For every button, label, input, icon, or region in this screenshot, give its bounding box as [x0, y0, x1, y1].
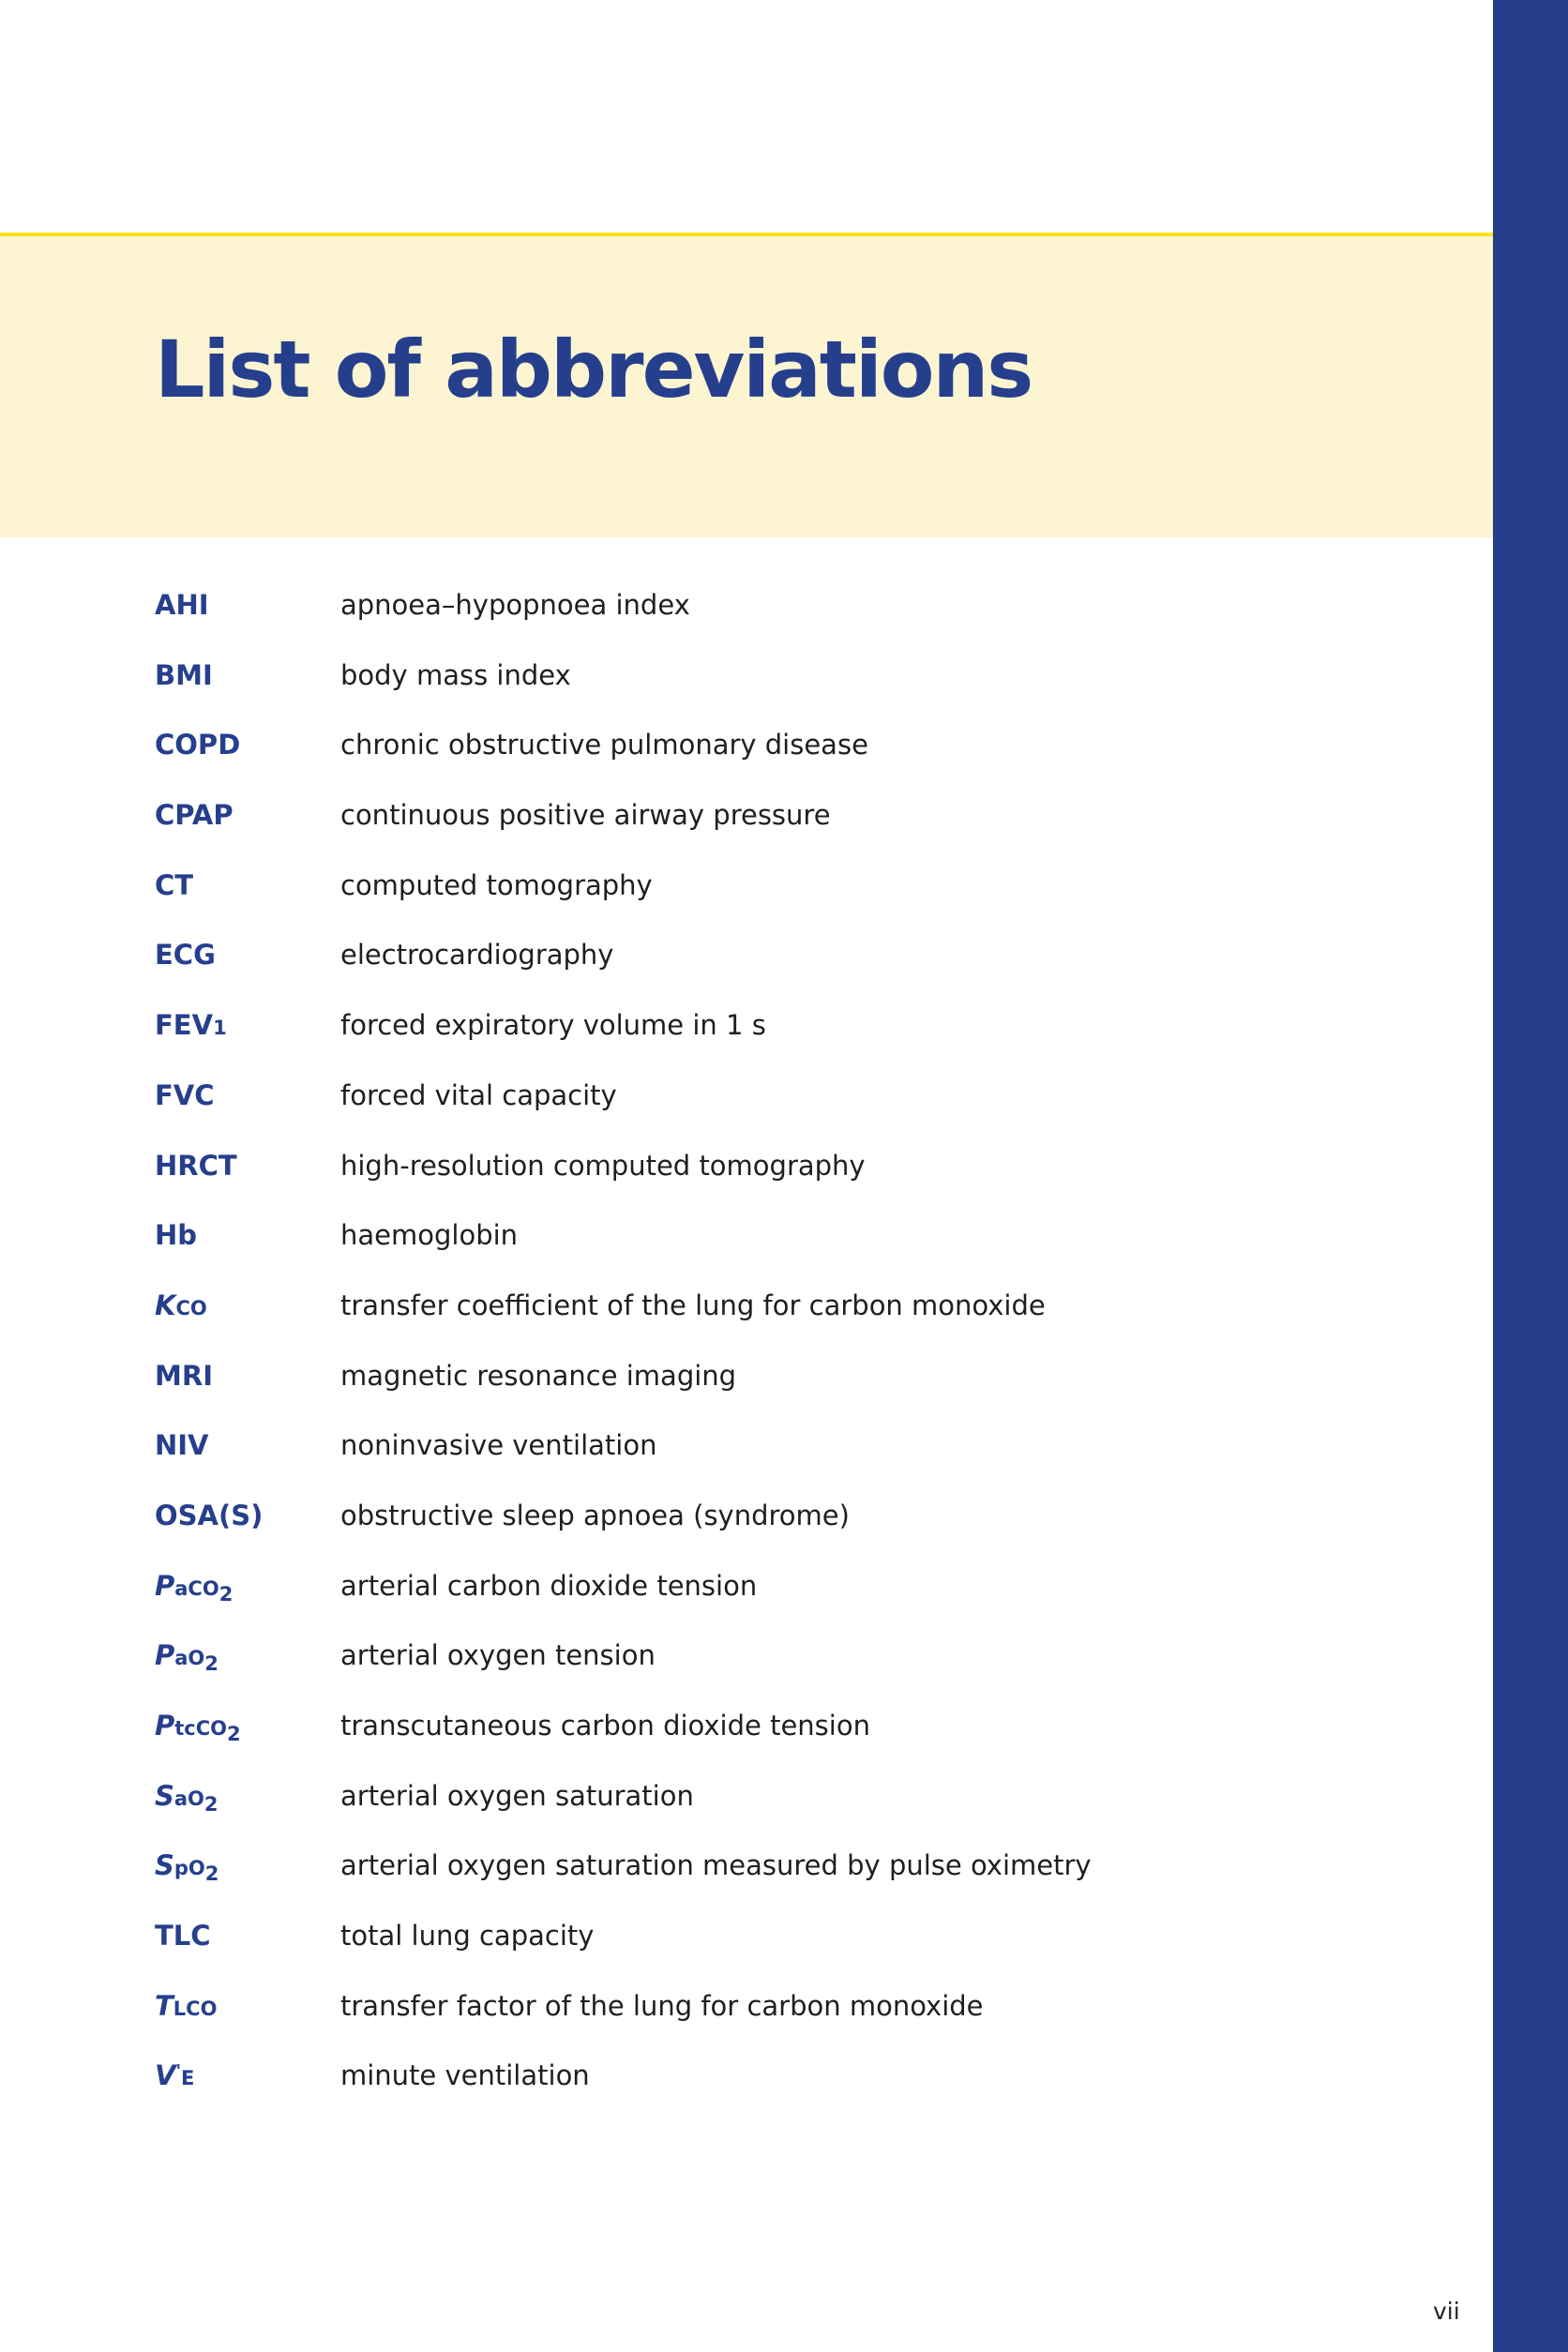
- list-item: [155, 1213, 1449, 1283]
- list-item: [155, 722, 1449, 792]
- abbreviation-definition: apnoea–hypopnoea index: [340, 589, 690, 621]
- list-item: [155, 1283, 1449, 1353]
- abbreviation-definition: chronic obstructive pulmonary disease: [340, 729, 868, 761]
- abbreviation-term: [155, 2053, 194, 2103]
- abbreviation-term: OSA(S): [155, 1499, 264, 1531]
- list-item: [155, 582, 1449, 653]
- abbreviation-term: MRI: [155, 1359, 213, 1392]
- abbreviation-term: [155, 1843, 219, 1891]
- abbreviation-definition: transfer coefficient of the lung for carbon monoxide: [340, 1289, 1046, 1321]
- term-main: P: [155, 1710, 175, 1741]
- term-subscript-number: 2: [227, 1723, 241, 1745]
- abbreviation-term: CPAP: [155, 799, 234, 832]
- abbreviation-term: [155, 1983, 217, 2031]
- term-main: P: [155, 1569, 175, 1602]
- abbreviation-definition: obstructive sleep apnoea (syndrome): [340, 1499, 850, 1531]
- list-item: [155, 932, 1449, 1003]
- abbreviation-term: FVC: [155, 1078, 215, 1111]
- page-number: vii: [1433, 2298, 1460, 2325]
- list-item: [155, 792, 1449, 863]
- list-item: [155, 1003, 1449, 1073]
- abbreviation-term: AHI: [155, 589, 209, 621]
- abbreviation-definition: high-resolution computed tomography: [340, 1149, 866, 1182]
- term-main: FEV: [155, 1009, 214, 1042]
- term-subscript: aO: [174, 1647, 205, 1670]
- term-main: T: [155, 1989, 173, 2022]
- abbreviation-definition: transcutaneous carbon dioxide tension: [340, 1710, 870, 1741]
- page-title: List of abbreviations: [155, 324, 1033, 415]
- abbreviation-definition: forced expiratory volume in 1 s: [340, 1009, 766, 1042]
- term-subscript: aCO: [174, 1576, 219, 1600]
- abbreviation-definition: arterial carbon dioxide tension: [340, 1569, 758, 1602]
- term-dot-mark: ': [175, 2061, 181, 2082]
- abbreviation-term: [155, 1283, 207, 1331]
- term-main: S: [155, 1849, 174, 1882]
- term-subscript: CO: [175, 1296, 207, 1319]
- abbreviation-term: [155, 1633, 219, 1681]
- term-subscript-number: 2: [219, 1582, 234, 1606]
- term-subscript-number: 2: [204, 1792, 219, 1816]
- list-item: [155, 653, 1449, 723]
- abbreviation-definition: arterial oxygen tension: [340, 1639, 656, 1672]
- list-item: [155, 1073, 1449, 1143]
- list-item: [155, 1563, 1449, 1634]
- term-main: P: [155, 1639, 175, 1672]
- term-subscript: tcCO: [174, 1717, 228, 1740]
- term-subscript: E: [180, 2067, 195, 2090]
- abbreviation-definition: forced vital capacity: [340, 1078, 617, 1111]
- abbreviation-definition: magnetic resonance imaging: [340, 1359, 737, 1392]
- list-item: [155, 1913, 1449, 1983]
- abbreviation-term: BMI: [155, 658, 213, 691]
- abbreviation-definition: minute ventilation: [340, 2059, 590, 2092]
- list-item: [155, 1493, 1449, 1563]
- abbreviation-term: COPD: [155, 729, 241, 761]
- abbreviation-term: Hb: [155, 1219, 198, 1252]
- abbreviation-term: ECG: [155, 939, 216, 972]
- abbreviation-definition: total lung capacity: [340, 1920, 595, 1952]
- abbreviation-list: [155, 582, 1449, 2123]
- list-item: [155, 1633, 1449, 1703]
- term-subscript-number: 2: [204, 1652, 219, 1676]
- abbreviation-definition: continuous positive airway pressure: [340, 799, 831, 832]
- side-color-bar: [1493, 0, 1568, 2352]
- abbreviation-definition: electrocardiography: [340, 939, 614, 972]
- abbreviation-definition: arterial oxygen saturation: [340, 1779, 694, 1812]
- abbreviation-term: [155, 1563, 233, 1611]
- list-item: [155, 1773, 1449, 1844]
- abbreviation-term: NIV: [155, 1429, 209, 1462]
- term-subscript: 1: [213, 1017, 227, 1040]
- term-subscript: LCO: [173, 1997, 218, 2020]
- abbreviation-term: [155, 1703, 241, 1751]
- abbreviation-term: [155, 1003, 227, 1050]
- title-band: [0, 233, 1493, 537]
- abbreviation-term: TLC: [155, 1920, 211, 1952]
- list-item: [155, 1703, 1449, 1773]
- list-item: [155, 1423, 1449, 1493]
- term-subscript: aO: [173, 1787, 204, 1810]
- list-item: [155, 1983, 1449, 2054]
- abbreviation-term: HRCT: [155, 1149, 237, 1182]
- list-item: [155, 1353, 1449, 1424]
- list-item: [155, 1843, 1449, 1913]
- abbreviation-term: CT: [155, 868, 194, 901]
- abbreviation-definition: noninvasive ventilation: [340, 1429, 657, 1462]
- abbreviation-definition: haemoglobin: [340, 1219, 519, 1252]
- term-main: K: [155, 1289, 176, 1321]
- term-subscript-number: 2: [204, 1862, 219, 1886]
- abbreviation-definition: computed tomography: [340, 868, 653, 901]
- term-main: S: [155, 1779, 174, 1812]
- list-item: [155, 1143, 1449, 1214]
- abbreviation-term: [155, 1773, 219, 1821]
- abbreviation-definition: arterial oxygen saturation measured by pulse oximetry: [340, 1849, 1092, 1882]
- list-item: [155, 863, 1449, 933]
- abbreviation-definition: body mass index: [340, 658, 571, 691]
- term-main: V: [155, 2059, 176, 2092]
- list-item: [155, 2053, 1449, 2123]
- term-subscript: pO: [173, 1857, 205, 1880]
- abbreviation-definition: transfer factor of the lung for carbon monoxide: [340, 1989, 984, 2022]
